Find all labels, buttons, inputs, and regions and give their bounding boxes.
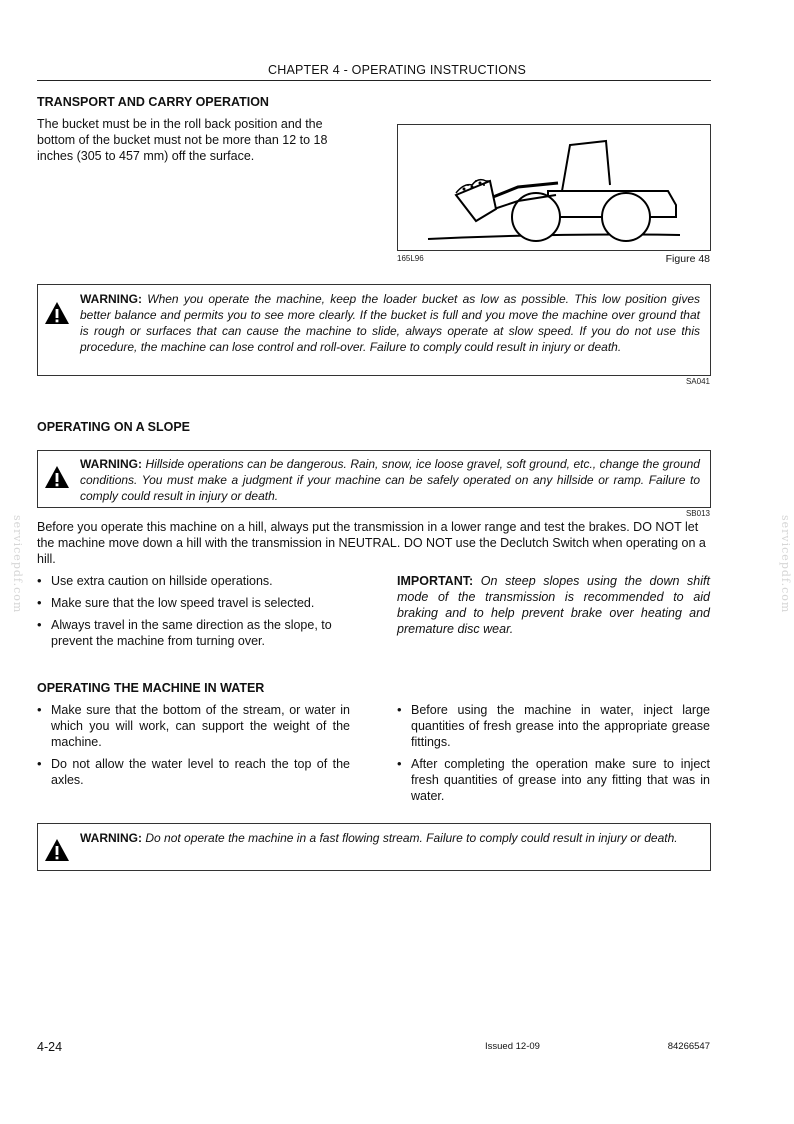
header-rule [37,80,711,81]
warning-body: Hillside operations can be dangerous. Rain, snow, ice loose gravel, soft ground, etc., change the ground conditions. You must make a judgment if your machine can be safely operated on any hillside or ramp. Failure to comply could result in injury or death. [80,457,700,503]
figure-code: 165L96 [397,254,424,263]
warning-code-sb013: SB013 [685,509,710,518]
wheel-loader-illustration [398,125,710,250]
warning-body: Do not operate the machine in a fast flowing stream. Failure to comply could result in injury or death. [145,831,678,845]
watermark-left: servicepdf.com [11,515,24,614]
warning-label: WARNING: [80,292,142,306]
important-text: On steep slopes using the down shift mode of the transmission is recommended to aid braking and to help prevent brake over heating and premature disc wear. [397,574,710,636]
list-item: • Before using the machine in water, inject large quantities of fresh grease into the appropriate grease fittings. [397,702,710,750]
warning-text-loader-bucket [80,291,700,355]
warning-text-hillside [80,456,700,504]
important-label: IMPORTANT: [397,574,474,588]
chapter-header: CHAPTER 4 - OPERATING INSTRUCTIONS [268,63,526,77]
list-item: • Do not allow the water level to reach the top of the axles. [37,756,350,788]
list-item: • Always travel in the same direction as the slope, to prevent the machine from turning over. [37,617,357,649]
issued-date: Issued 12-09 [485,1041,540,1052]
transport-body: The bucket must be in the roll back position and the bottom of the bucket must not be more than 12 to 18 inches (305 to 457 mm) off the surface. [37,117,328,163]
warning-body: When you operate the machine, keep the loader bucket as low as possible. This low position gives better balance and permits you to see more clearly. If the bucket is full and you move the machine over ground that is rough or surfaces that can cause the machine to slide, always operate at slow speed. If you do not use this procedure, the machine can lose control and roll-over. Failure to comply could result in injury or death. [80,292,700,354]
figure-48-box [397,124,711,251]
warning-triangle-icon [44,465,70,489]
warning-label: WARNING: [80,457,142,471]
watermark-right: servicepdf.com [779,515,792,614]
transport-heading: TRANSPORT AND CARRY OPERATION [37,95,269,109]
warning-triangle-icon [44,838,70,862]
list-item: • Make sure that the low speed travel is selected. [37,595,357,611]
slope-heading: OPERATING ON A SLOPE [37,420,191,434]
page-number: 4-24 [37,1040,63,1054]
water-bullet-list-right [397,702,710,810]
warning-text-water [80,830,700,846]
warning-code-sa041: SA041 [685,377,710,386]
list-item: • After completing the operation make sure to inject fresh quantities of grease into any fitting that was in water. [397,756,710,804]
slope-body: Before you operate this machine on a hill, always put the transmission in a lower range and test the brakes. DO NOT let the machine move down a hill with the transmission in NEUTRAL. DO NOT use the Declutch Switch when operating on a hill. [37,520,706,566]
important-note [397,573,710,637]
figure-label: Figure 48 [665,253,710,265]
water-bullet-list-left [37,702,350,794]
slope-bullet-list [37,573,357,655]
part-number: 84266547 [667,1041,710,1052]
warning-box-loader-bucket [37,284,711,376]
list-item: • Use extra caution on hillside operations. [37,573,357,589]
warning-box-water [37,823,711,871]
water-heading: OPERATING THE MACHINE IN WATER [37,681,265,695]
list-item: • Make sure that the bottom of the stream, or water in which you will work, can support the weight of the machine. [37,702,350,750]
warning-box-hillside [37,450,711,508]
warning-label: WARNING: [80,831,142,845]
warning-triangle-icon [44,301,70,325]
